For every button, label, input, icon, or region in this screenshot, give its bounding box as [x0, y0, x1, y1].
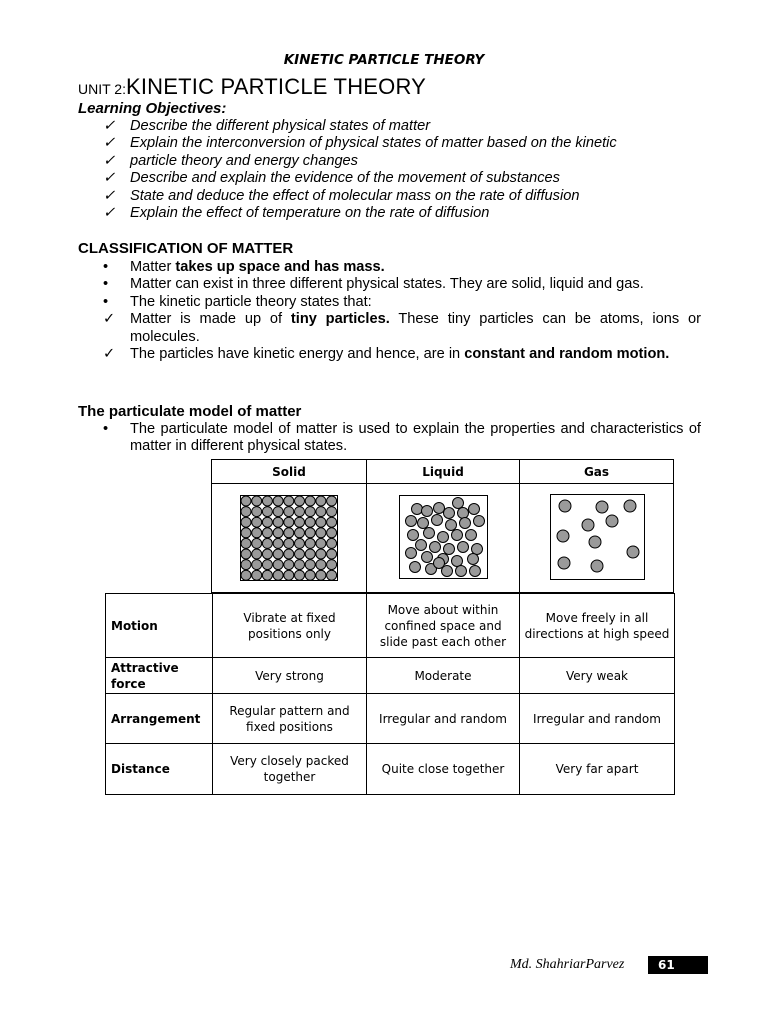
particle	[262, 570, 272, 580]
particle	[596, 501, 608, 513]
check-mark-icon: ✓	[103, 118, 116, 134]
particle	[241, 570, 251, 580]
particle	[262, 538, 272, 548]
particle	[444, 508, 455, 519]
particle	[284, 538, 294, 548]
particle	[262, 560, 272, 570]
particle	[470, 566, 481, 577]
table-cell: Very weak	[520, 658, 675, 694]
list-item: • Matter can exist in three different physical states. They are solid, liquid and gas.	[103, 276, 644, 293]
table-row	[106, 594, 675, 658]
learning-objectives-heading: Learning Objectives:	[78, 100, 227, 117]
particle	[432, 515, 443, 526]
check-mark-icon: ✓	[103, 205, 116, 222]
states-diagram	[211, 459, 674, 593]
particle	[295, 496, 305, 506]
particle	[241, 507, 251, 517]
particle	[284, 517, 294, 527]
list-item: ✓ State and deduce the effect of molecular mass on the rate of diffusion	[103, 187, 580, 204]
table-cell: Very strong	[213, 658, 367, 694]
particle	[273, 507, 283, 517]
particle	[262, 549, 272, 559]
row-label: Motion	[106, 594, 213, 658]
particle	[327, 496, 337, 506]
particle	[468, 554, 479, 565]
table-cell: Very closely packed together	[213, 744, 367, 795]
list-item: ✓ Explain the effect of temperature on the rate of diffusion	[103, 205, 490, 222]
particle	[295, 560, 305, 570]
particle	[252, 517, 262, 527]
particle	[446, 520, 457, 531]
particle	[316, 507, 326, 517]
particle	[406, 516, 417, 527]
particle	[438, 532, 449, 543]
particle	[305, 517, 315, 527]
list-item: ✓ Matter is made up of tiny particles. These tiny particles can be atoms, ions or molecules.	[103, 311, 701, 345]
particle	[252, 560, 262, 570]
particle	[295, 538, 305, 548]
particle	[456, 566, 467, 577]
bullet-icon: •	[103, 421, 109, 437]
particle	[262, 517, 272, 527]
solid-header: Solid	[272, 465, 306, 479]
table-cell: Irregular and random	[520, 694, 675, 744]
particle	[316, 538, 326, 548]
particle	[430, 542, 441, 553]
particle	[458, 508, 469, 519]
particle	[295, 570, 305, 580]
particulate-model-list	[103, 421, 701, 456]
list-item: ✓ Explain the interconversion of physical states of matter based on the kinetic	[103, 135, 617, 152]
row-label: Attractive force	[106, 658, 213, 694]
particle	[295, 528, 305, 538]
table-row	[106, 658, 675, 694]
particle	[589, 536, 601, 548]
particle	[460, 518, 471, 529]
particle	[458, 542, 469, 553]
row-label: Distance	[106, 744, 213, 795]
table-cell: Moderate	[367, 658, 520, 694]
particulate-model-heading: The particulate model of matter	[78, 403, 302, 420]
particle	[316, 517, 326, 527]
particle	[452, 556, 463, 567]
particle	[262, 496, 272, 506]
table-row	[106, 744, 675, 795]
bullet-icon: •	[103, 259, 109, 275]
particle	[416, 540, 427, 551]
solid-particles-diagram	[240, 495, 338, 581]
particle	[252, 496, 262, 506]
particle	[434, 503, 445, 514]
particle	[262, 507, 272, 517]
particle	[316, 496, 326, 506]
particle	[284, 560, 294, 570]
table-row	[106, 694, 675, 744]
particle	[305, 496, 315, 506]
particle	[305, 528, 315, 538]
particle	[453, 498, 464, 509]
particle	[422, 552, 433, 563]
particle	[327, 570, 337, 580]
particle	[582, 519, 594, 531]
particle	[624, 500, 636, 512]
particle	[305, 507, 315, 517]
unit-title: KINETIC PARTICLE THEORY	[125, 74, 427, 99]
particle	[412, 504, 423, 515]
particle	[472, 544, 483, 555]
particle	[406, 548, 417, 559]
list-item: ✓ Describe the different physical states of matter	[103, 118, 431, 134]
particle	[316, 528, 326, 538]
particle	[434, 558, 445, 569]
table-cell: Vibrate at fixed positions only	[213, 594, 367, 658]
particle	[444, 544, 455, 555]
particle	[316, 549, 326, 559]
particle	[305, 549, 315, 559]
particle	[305, 560, 315, 570]
particle	[295, 549, 305, 559]
page-number: 61	[648, 956, 708, 974]
particle	[559, 500, 571, 512]
table-cell: Move about within confined space and slide past each other	[367, 594, 520, 658]
particle	[327, 517, 337, 527]
particle	[252, 507, 262, 517]
particle	[410, 562, 421, 573]
particle	[557, 530, 569, 542]
table-cell: Move freely in all directions at high speed	[520, 594, 675, 658]
particle	[273, 570, 283, 580]
list-item: ✓ particle theory and energy changes	[103, 152, 358, 169]
particle	[627, 546, 639, 558]
check-mark-icon: ✓	[103, 187, 116, 204]
particle	[452, 530, 463, 541]
bullet-icon: •	[103, 293, 109, 310]
particle	[273, 560, 283, 570]
row-label: Arrangement	[106, 694, 213, 744]
list-item: ✓ The particles have kinetic energy and hence, are in constant and random motion.	[103, 346, 670, 363]
particle	[252, 570, 262, 580]
particle	[284, 549, 294, 559]
liquid-header: Liquid	[422, 465, 464, 479]
bullet-icon: •	[103, 276, 109, 293]
check-mark-icon: ✓	[103, 311, 116, 328]
particle	[558, 557, 570, 569]
check-mark-icon: ✓	[103, 135, 116, 152]
particle	[284, 507, 294, 517]
particle	[424, 528, 435, 539]
particle	[295, 507, 305, 517]
particle	[305, 538, 315, 548]
gas-particles-diagram	[550, 494, 645, 580]
particle	[241, 538, 251, 548]
table-cell: Irregular and random	[367, 694, 520, 744]
particle	[262, 528, 272, 538]
unit-prefix: UNIT 2:	[78, 81, 126, 97]
particle	[474, 516, 485, 527]
unit-heading	[78, 74, 426, 100]
particle	[273, 549, 283, 559]
particle	[241, 496, 251, 506]
check-mark-icon: ✓	[103, 152, 116, 169]
particle	[273, 517, 283, 527]
list-item: • The particulate model of matter is used to explain the properties and characteristics of matter in different physical states.	[103, 421, 701, 455]
learning-objectives-list	[103, 118, 703, 222]
list-item: • Matter takes up space and has mass.	[103, 259, 385, 275]
particle	[327, 560, 337, 570]
particle	[466, 530, 477, 541]
particle	[327, 528, 337, 538]
check-mark-icon: ✓	[103, 170, 116, 187]
table-cell: Very far apart	[520, 744, 675, 795]
table-cell: Regular pattern and fixed positions	[213, 694, 367, 744]
particle	[273, 528, 283, 538]
list-item: ✓ Describe and explain the evidence of the movement of substances	[103, 170, 560, 187]
table-cell: Quite close together	[367, 744, 520, 795]
liquid-particles-diagram	[399, 495, 488, 579]
particle	[316, 560, 326, 570]
properties-table	[105, 593, 675, 795]
classification-list	[103, 259, 701, 363]
particle	[606, 515, 618, 527]
particle	[284, 496, 294, 506]
particle	[284, 528, 294, 538]
particle	[422, 506, 433, 517]
particle	[418, 518, 429, 529]
particle	[252, 528, 262, 538]
list-item: • The kinetic particle theory states that:	[103, 293, 372, 310]
particle	[327, 507, 337, 517]
check-mark-icon: ✓	[103, 346, 116, 363]
particle	[327, 549, 337, 559]
particle	[591, 560, 603, 572]
particle	[469, 504, 480, 515]
page-header-title: KINETIC PARTICLE THEORY	[283, 52, 485, 68]
particle	[252, 538, 262, 548]
particle	[408, 530, 419, 541]
particle	[241, 517, 251, 527]
particle	[316, 570, 326, 580]
particle	[273, 496, 283, 506]
particle	[295, 517, 305, 527]
classification-heading: CLASSIFICATION OF MATTER	[78, 240, 294, 257]
particle	[305, 570, 315, 580]
gas-header: Gas	[583, 465, 610, 479]
particle	[241, 528, 251, 538]
particle	[273, 538, 283, 548]
particle	[252, 549, 262, 559]
particle	[284, 570, 294, 580]
particle	[241, 560, 251, 570]
particle	[241, 549, 251, 559]
particle	[327, 538, 337, 548]
footer-author: Md. ShahriarParvez	[510, 957, 625, 972]
